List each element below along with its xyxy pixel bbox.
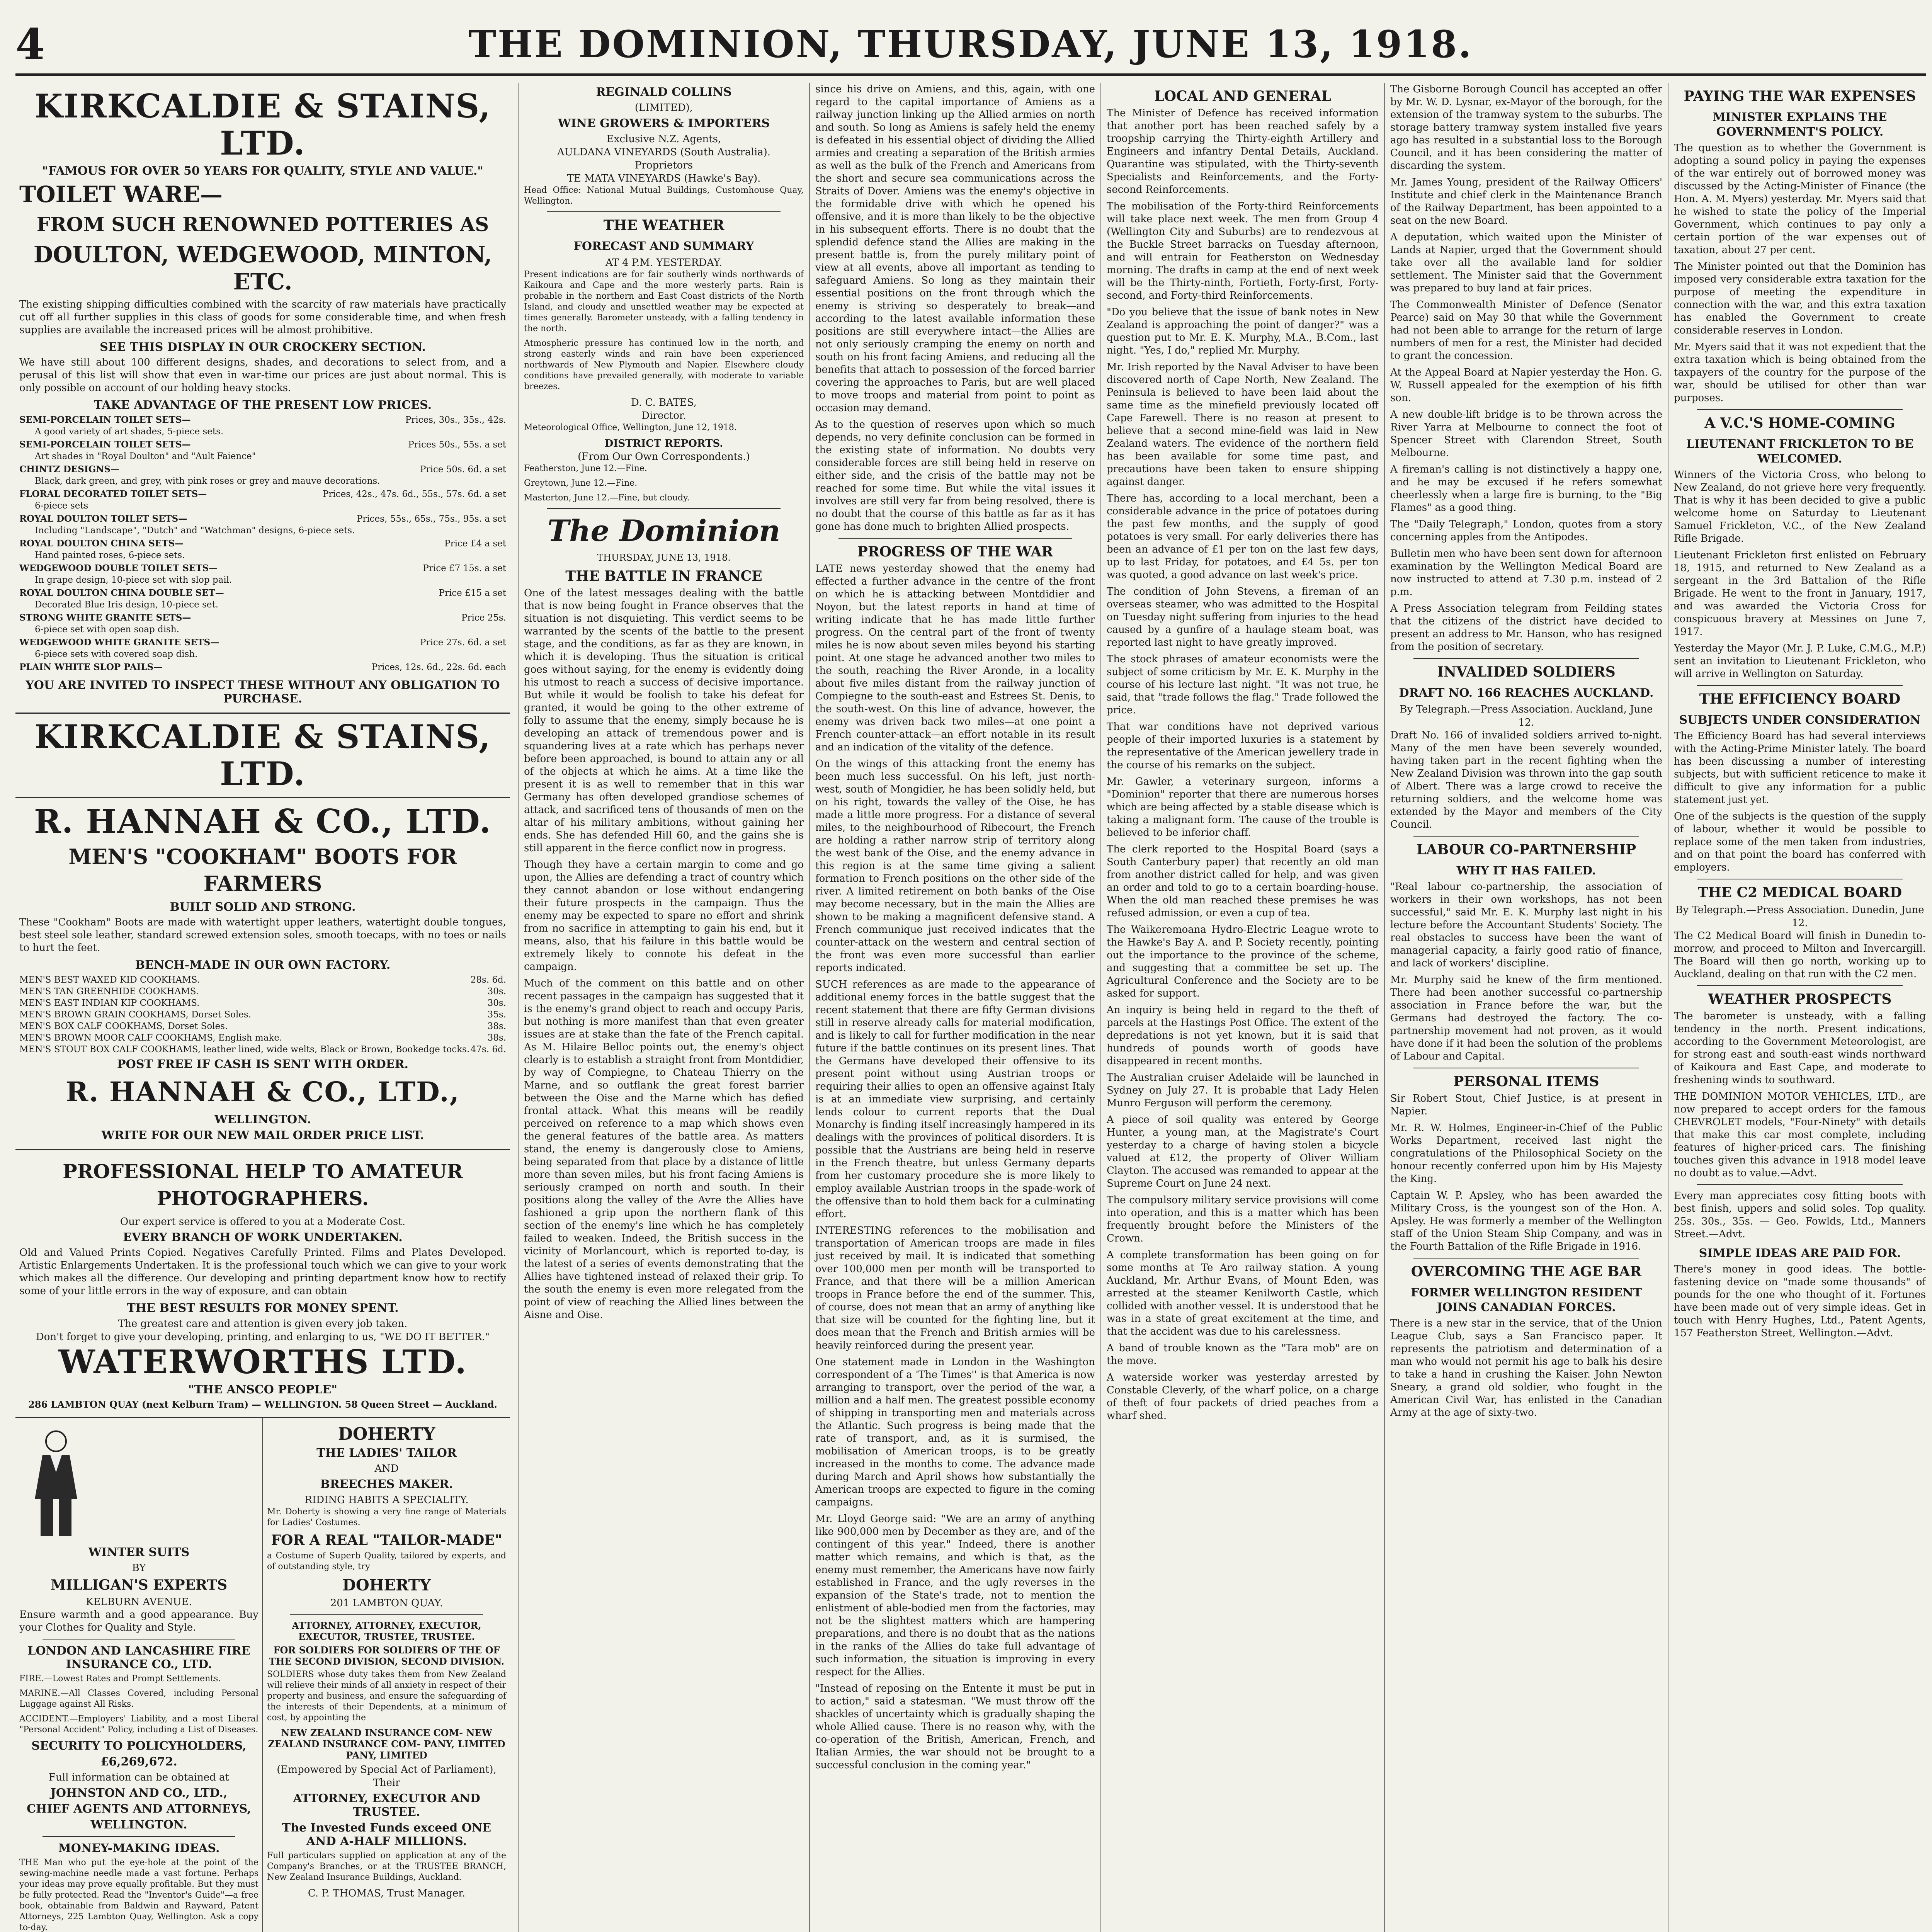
insurance-marine: MARINE.—All Classes Covered, including Personal Luggage against All Risks. (19, 1689, 259, 1709)
photo-sub: Our expert service is offered to you at a Moderate Cost. (120, 1216, 406, 1228)
boot-price: 35s. (487, 1010, 506, 1020)
price-list-item (19, 662, 506, 673)
progress-paragraph: "Instead of reposing on the Entente it must be put in to action," said a statesman. "We must throw off the shackles of uncertainty which is gradually shaping the whole Allied cause. There is no reason why, with the co-operation of the British, American, French, and Italian Armies, the war should not be brought to a successful conclusion in the coming year." (815, 1683, 1095, 1771)
collins-office: Head Office: National Mutual Buildings, Customhouse Quay, Wellington. (524, 185, 804, 206)
item-detail: Hand painted roses, 6-piece sets. (35, 550, 185, 560)
item-price: Price 25s. (461, 613, 506, 623)
local-news-item: A waterside worker was yesterday arrested by Constable Cleverly, of the wharf police, on a charge of theft of four packets of dried peaches from a wharf shed. (1107, 1372, 1379, 1422)
local-general-heading: LOCAL AND GENERAL (1154, 88, 1331, 104)
boot-price-row (19, 997, 506, 1009)
insurance-agents2: CHIEF AGENTS AND ATTORNEYS, (27, 1802, 251, 1816)
masthead (15, 15, 1926, 76)
district-report: Masterton, June 12.—Fine, but cloudy. (524, 493, 690, 503)
boot-price-row (19, 1032, 506, 1044)
item-detail: 6-piece set with open soap dish. (35, 624, 179, 634)
weather-prospects-text: The barometer is unsteady, with a falling tendency in the north. Present indications, according to the Government Meteorologist, are for strong east and south-east winds northward of Kaikoura and East Cape, and moderate to freshening winds to southward. (1674, 1010, 1926, 1086)
photo-results: THE BEST RESULTS FOR MONEY SPENT. (127, 1301, 399, 1315)
milligan-lead: WINTER SUITS (88, 1546, 190, 1559)
efficiency-sub: SUBJECTS UNDER CONSIDERATION (1679, 713, 1921, 727)
doherty-line3: BREECHES MAKER. (320, 1478, 453, 1491)
dominion-date: THURSDAY, JUNE 13, 1918. (597, 552, 731, 563)
nzi-full: Full particulars supplied on application at any of the Company's Branches, or at the TRUSTEE BRANCH, New Zealand Insurance Buildings, Auckland. (267, 1851, 506, 1882)
vc-heading: A V.C.'S HOME-COMING (1704, 415, 1895, 431)
insurance-info: Full information can be obtained at (49, 1772, 229, 1783)
price-list-item (19, 488, 506, 512)
vc-text: Lieutenant Frickleton first enlisted on February 18, 1915, and returned to New Zealand as a sergeant in the 3rd Battalion of the Rifle Brigade. He went to the front in January, 1917, and was awarded the Victoria Cross for conspicuous bravery at Messines on June 7, 1917. (1674, 549, 1926, 638)
weather-office: Meteorological Office, Wellington, June 12, 1918. (524, 423, 737, 432)
local-news-item: The stock phrases of amateur economists were the subject of some criticism by Mr. E. K. Murphy in the course of his lecture last night. "It was not true, he said, that "trade follows the flag." Trade followed the price. (1107, 653, 1379, 716)
local-news-item: Mr. Irish reported by the Naval Adviser to have been discovered north of Cape North, New Zealand. The Peninsula is believed to have been laid about the same time as the minefield previously located off Cape Farewell. There is no reason at present to believe that a second mine-field was laid in New Zealand waters. The evidence of the northern field has been available for some time past, and precautions have been taken to ensure shipping against danger. (1107, 361, 1379, 488)
collins-vineyards: AULDANA VINEYARDS (South Australia). (557, 146, 771, 158)
item-name: ROYAL DOULTON CHINA SETS— (19, 538, 184, 549)
divider (1697, 985, 1903, 986)
collins-name: REGINALD COLLINS (596, 85, 732, 99)
progress-paragraph: On the wings of this attacking front the enemy has been much less successful. On his left, just north-west, south of Mongidier, he has been solidly held, but on his right, towards the valley of the Oise, he has made a little more progress. For a distance of several miles, to the neighbourhood of Ribecourt, the French are holding a rather narrow strip of territory along the west bank of the Oise, and the enemy advance in this region is at the same time giving a salient formation to French positions on the other side of the river. A limited retirement on both banks of the Oise may become necessary, but in the main the Allies are shown to be making a magnificent defensive stand. A French communique just received indicates that the counter-attack on the western and central section of the front was even more successful than earlier reports indicated. (815, 758, 1095, 974)
item-price: Prices, 30s., 35s., 42s. (405, 415, 506, 425)
insurance-agents: JOHNSTON AND CO., LTD., (50, 1786, 228, 1800)
item-detail: A good variety of art shades, 5-piece sets. (35, 427, 224, 437)
item-name: ROYAL DOULTON CHINA DOUBLE SET— (19, 588, 224, 598)
invalided-sub: DRAFT NO. 166 REACHES AUCKLAND. (1399, 686, 1654, 700)
item-price: Price 50s. 6d. a set (420, 464, 506, 474)
kirkcaldie-footer (15, 714, 510, 798)
divider (1697, 685, 1903, 686)
leader-paragraph: Though they have a certain margin to come and go upon, the Allies are defending a tract of country which they cannot abandon or lose without endangering their future prospects in the campaign. Thus the enemy may be expected to spare no effort and shrink from no sacrifice in attempting to gain his end, but it means, also, that his failure in this battle would be extremely likely to connote his defeat in the campaign. (524, 859, 804, 973)
news-item: At the Appeal Board at Napier yesterday the Hon. G. W. Russell appealed for the exemption of his fifth son. (1390, 367, 1662, 404)
local-news-item: The compulsory military service provisions will come into operation, and this is a matter which has been frequently brought before the Ministers of the Crown. (1107, 1194, 1379, 1244)
personal-text: Mr. R. W. Holmes, Engineer-in-Chief of the Public Works Department, received last night the congratulations of the Philosophical Society on the honour recently conferred upon him by His Majesty the King. (1390, 1122, 1662, 1185)
photo-desc: Old and Valued Prints Copied. Negatives Carefully Printed. Films and Plates Developed. Artistic Enlargements Undertaken. It is the professional touch which we can give to your work which makes all the difference. Our developing and printing department know how to rectify some of your little errors in the way of exposure, and can obtain (19, 1247, 506, 1297)
divider (1413, 1258, 1639, 1259)
weather-prospects-heading: WEATHER PROSPECTS (1708, 991, 1892, 1007)
item-detail: Black, dark green, and grey, with pink roses or grey and mauve decorations. (35, 476, 380, 486)
doherty-for-a: FOR A REAL "TAILOR-MADE" (271, 1532, 502, 1548)
boot-name: MEN'S EAST INDIAN KIP COOKHAMS. (19, 998, 200, 1008)
expenses-heading: PAYING THE WAR EXPENSES (1684, 88, 1916, 104)
boot-name: MEN'S BEST WAXED KID COOKHAMS. (19, 975, 200, 985)
insurance-amount: £6,269,672. (100, 1755, 177, 1769)
doherty-name2: DOHERTY (342, 1576, 431, 1594)
item-detail: Art shades in "Royal Doulton" and "Ault Faience" (35, 451, 256, 461)
photo-every: EVERY BRANCH OF WORK UNDERTAKEN. (123, 1231, 403, 1244)
boots-advert: Every man appreciates cosy fitting boots with best finish, uppers and solid soles. Top quality. 25s. 30s., 35s. — Geo. Fowlds, Ltd., Manners Street.—Advt. (1674, 1190, 1926, 1240)
page-columns (15, 83, 1926, 1932)
local-news-item: "Do you believe that the issue of bank notes in New Zealand is approaching the point of danger?" was a question put to Mr. E. K. Murphy, M.A., B.Com., last night. "Yes, I do," replied Mr. Murphy. (1107, 306, 1379, 356)
item-price: Prices 50s., 55s. a set (408, 440, 506, 450)
item-name: SEMI-PORCELAIN TOILET SETS— (19, 415, 191, 425)
bottom-adverts (15, 1418, 510, 1932)
expenses-text: The question as to whether the Government is adopting a sound policy in paying the expenses of the war entirely out of borrowed money was discussed by the Acting-Minister of Finance (the Hon. A. M. Myers) yesterday. Mr. Myers said that he wished to state the policy of the Imperial Government, which continues to pay only a certain portion of the war expenses out of taxation, about 27 per cent. (1674, 142, 1926, 256)
nzi-invested: The Invested Funds exceed ONE AND A-HALF MILLIONS. (282, 1821, 492, 1848)
c2-board-heading: THE C2 MEDICAL BOARD (1697, 884, 1902, 901)
item-price: Prices, 12s. 6d., 22s. 6d. each (371, 662, 506, 672)
item-detail: Decorated Blue Iris design, 10-piece set. (35, 600, 219, 610)
waterworths-name: WATERWORTHS LTD. (58, 1343, 467, 1381)
progress-paragraph: INTERESTING references to the mobilisation and transportation of American troops are made in files just received by mail. It is indicated that something over 100,000 men per month will be transported to France, and that there will be a million American troops in France before the end of the summer. This, of course, does not mean that an army of anything like that size will be counted for the fighting line, but it does mean that the French and British armies will be heavily reinforced during the present year. (815, 1225, 1095, 1351)
local-news-item: An inquiry is being held in regard to the theft of parcels at the Hastings Post Office. The extent of the depredations is not yet known, but it is said that hundreds of pounds worth of goods have disappeared in recent months. (1107, 1004, 1379, 1067)
leader-paragraph: One of the latest messages dealing with the battle that is now being fought in France observes that the situation is not disquieting. This verdict seems to be warranted by the scents of the battle to the present stage, and the conditions, as far as they are known, in which it is developing. Thus the situation is critical goes without saying, for the enemy is evidently doing his utmost to reach a success of decisive importance. But while it would be foolish to take his defeat for granted, it would be going to the other extreme of folly to assume that the enemy, simply because he is developing an attack of tremendous power and is squandering lives at a rate which has perhaps never before been approached, is bound to attain any or all of the objects at which he aims. At a time like the present it is as well to remember that in this war Germany has often developed grandiose schemes of attack, and sacrificed tens of thousands of men on the altar of his military ambitions, without gaining her ends. She has defended Hill 60, and the gains she is still apparent in the fierce conflict now in progress. (524, 587, 804, 854)
hannah-footer-city: WELLINGTON. (214, 1113, 311, 1126)
item-name: STRONG WHITE GRANITE SETS— (19, 612, 191, 623)
simple-ideas-text: There's money in good ideas. The bottle-fastening device on "made some thousands" of pounds for the one who thought of it. Fortunes have been made out of very simple ideas. Get in touch with Henry Hughes, Ltd., Patent Agents, 157 Featherston Street, Wellington.—Advt. (1674, 1264, 1926, 1339)
local-news-item: A piece of soil quality was entered by George Hunter, a young man, at the Magistrate's Court yesterday to a charge of having stolen a bicycle valued at £12, the property of Oliver William Clayton. The accused was remanded to appear at the Supreme Court on June 24 next. (1107, 1114, 1379, 1189)
progress-paragraph: SUCH references as are made to the appearance of additional enemy forces in the battle suggest that the recent statement that there are fifty German divisions still in reserve already calls for material modification, and is likely to call for further modification in the near future if the battle continues on its present lines. That the Germans have developed their offensive to its present point without using Austrian troops or requiring their allies to open an offensive against Italy is at an immediate view surprising, and certainly lends colour to current reports that the Dual Monarchy is finding itself increasingly hampered in its dealings with the provinces of political disorders. It is possible that the Austrians are being held in reserve in the French theatre, but unless Germany departs from her customary procedure she is more likely to employ available Austrian troops in the spade-work of the offensive than to hold them back for a culminating effort. (815, 979, 1095, 1220)
news-item: The Gisborne Borough Council has accepted an offer by Mr. W. D. Lysnar, ex-Mayor of the borough, for the extension of the tramway system to the suburbs. The storage battery tramway system installed five years ago has resulted in a substantial loss to the Borough Council, and it has been considering the matter of discarding the system. (1390, 83, 1662, 172)
district-correspondents: (From Our Own Correspondents.) (578, 451, 750, 463)
boot-price: 30s. (487, 998, 506, 1008)
personal-heading: PERSONAL ITEMS (1453, 1073, 1599, 1090)
weather-forecast: Present indications are for fair southerly winds northwards of Kaikoura and Cape and the more westerly parts. Rain is probable in the northern and East Coast districts of the North Island, and cloudy and unsettled weather may be expected at times generally. Barometer unsteady, with a falling tendency in the north. (524, 270, 804, 333)
boot-price: 38s. (487, 1033, 506, 1043)
district-report: Greytown, June 12.—Fine. (524, 478, 638, 488)
weather-heading: THE WEATHER (603, 217, 724, 233)
nzi-roles: ATTORNEY, ATTORNEY, EXECUTOR, EXECUTOR, TRUSTEE, TRUSTEE. (292, 1620, 481, 1642)
vc-text: Winners of the Victoria Cross, who belong to New Zealand, do not grieve here very frequently. That is why it has been decided to give a public welcome home on Saturday to Lieutenant Samuel Frickleton, V.C., of the New Zealand Rifle Brigade. (1674, 469, 1926, 544)
nzi-text: SOLDIERS whose duty takes them from New Zealand will relieve their minds of all anxiety in respect of their property and business, and ensure the safeguarding of the interests of their Dependents, at a minimum of cost, by appointing the (267, 1670, 506, 1723)
weather-time: AT 4 P.M. YESTERDAY. (605, 257, 722, 269)
price-list-item (19, 414, 506, 437)
milligan-desc: Ensure warmth and a good appearance. Buy your Clothes for Quality and Style. (19, 1609, 259, 1633)
boot-name: MEN'S TAN GREENHIDE COOKHAMS. (19, 986, 199, 997)
efficiency-text: One of the subjects is the question of the supply of labour, whether it would be possible to replace some of the men taken from industries, and on that point the board has conferred with employers. (1674, 811, 1926, 873)
local-news-item: That war conditions have not deprived various people of their imported luxuries is a statement by the representative of the American jewellery trade in the course of his remarks on the subject. (1107, 721, 1379, 771)
expenses-text: Mr. Myers said that it was not expedient that the extra taxation which is being obtained from the taxpayers of the country for the purpose of the war, should be utilised for other than war purposes. (1674, 341, 1926, 404)
divider (43, 1836, 235, 1837)
divider (290, 1614, 483, 1615)
local-news-item: There has, according to a local merchant, been a considerable advance in the price of potatoes during the past few months, and the supply of good potatoes is very small. For early deliveries there has been an advance of £1 per ton on the last few days, up to last Friday, for potatoes, and £4 5s. per ton was quoted, a good advance on last week's price. (1107, 493, 1379, 581)
milligan-address: KELBURN AVENUE. (86, 1596, 192, 1608)
item-name: PLAIN WHITE SLOP PAILS— (19, 662, 163, 672)
waterworths-address: 286 LAMBTON QUAY (next Kelburn Tram) — WELLINGTON. 58 Queen Street — Auckland. (28, 1399, 497, 1410)
item-price: Prices, 42s., 47s. 6d., 55s., 57s. 6d. a set (322, 489, 506, 499)
potteries-heading: FROM SUCH RENOWNED POTTERIES AS (36, 213, 489, 236)
boot-price-row (19, 974, 506, 986)
insurance-name: LONDON AND LANCASHIRE FIRE INSURANCE CO., LTD. (27, 1644, 250, 1671)
collins-line: WINE GROWERS & IMPORTERS (558, 117, 770, 130)
item-detail: Including "Landscape", "Dutch" and "Watchman" designs, 6-piece sets. (35, 526, 355, 536)
divider (547, 508, 781, 509)
price-list-item (19, 612, 506, 635)
insurance-city: WELLINGTON. (90, 1818, 187, 1832)
price-list-item (19, 439, 506, 462)
hannah-footer-write: WRITE FOR OUR NEW MAIL ORDER PRICE LIST. (101, 1129, 424, 1142)
efficiency-text: The Efficiency Board has had several interviews with the Acting-Prime Minister lately. The board has been discussing a number of interesting subjects, but with sufficient reticence to make it difficult to give any information for a public statement just yet. (1674, 730, 1926, 806)
news-item: A fireman's calling is not distinctively a happy one, and he may be excused if he refers somewhat cheerlessly when a large fire is burning, to the "Big Flames" as a good thing. (1390, 464, 1662, 514)
doherty-line4: RIDING HABITS A SPECIALITY. (304, 1494, 469, 1506)
item-name: FLORAL DECORATED TOILET SETS— (19, 489, 207, 499)
divider (1413, 658, 1639, 659)
labour-text: Mr. Murphy said he knew of the firm mentioned. There had been another successful co-partnership association in France before the war, but the Germans had destroyed the factory. The co-partnership movement had not proven, as it would have done if it had been the solution of the problems of Labour and Capital. (1390, 974, 1662, 1062)
battle-heading: THE BATTLE IN FRANCE (565, 568, 762, 584)
nzi-their: Their (373, 1777, 400, 1789)
item-name: SEMI-PORCELAIN TOILET SETS— (19, 439, 191, 450)
motor-advert: THE DOMINION MOTOR VEHICLES, LTD., are now prepared to accept orders for the famous CHEVROLET models, "Four-Ninety" with details that make this car most complete, including features of higher-priced cars. The finishing touches given this advance in 1918 model leave no doubt as to value.—Advt. (1674, 1091, 1926, 1179)
doherty-line1: THE LADIES' TAILOR (316, 1446, 457, 1460)
weather-pressure: Atmospheric pressure has continued low in the north, and strong easterly winds and rain have been experienced northwards of New Plymouth and Napier. Elsewhere cloudy conditions have prevailed generally, with moderate to variable breezes. (524, 338, 804, 391)
boot-price-row (19, 1009, 506, 1020)
expenses-sub: MINISTER EXPLAINS THE GOVERNMENT'S POLICY. (1713, 111, 1887, 139)
local-news-item: Mr. Gawler, a veterinary surgeon, informs a "Dominion" reporter that there are numerous horses which are being affected by a stable disease which is taking a malignant form. The cause of the trouble is believed to be inferior chaff. (1107, 776, 1379, 838)
insurance-accident: ACCIDENT.—Employers' Liability, and a most Liberal "Personal Accident" Policy, including a List of Diseases. (19, 1714, 259, 1735)
photo-advert (15, 1150, 510, 1418)
newspaper-title: THE DOMINION, THURSDAY, JUNE 13, 1918. (468, 22, 1473, 66)
kirkcaldie-intro: The existing shipping difficulties combined with the scarcity of raw materials have practically cut off all further supplies in this class of goods for some considerable time, and when fresh supplies are available the increased prices will be almost prohibitive. (19, 299, 506, 336)
boot-price: 28s. 6d. (470, 975, 506, 985)
hannah-advert (15, 798, 510, 1150)
kirkcaldie-advantage: TAKE ADVANTAGE OF THE PRESENT LOW PRICES. (94, 398, 432, 412)
district-report: Featherston, June 12.—Fine. (524, 464, 647, 473)
dominion-nameplate: The Dominion (547, 514, 781, 548)
item-price: Price 27s. 6d. a set (420, 638, 506, 648)
item-name: WEDGEWOOD DOUBLE TOILET SETS— (19, 563, 218, 573)
hannah-desc: These "Cookham" Boots are made with watertight upper leathers, watertight double tongues, best steel sole leather, standard screwed extension soles, smooth toecaps, with no toes or nails to hurt the feet. (19, 917, 506, 954)
doherty-addr: 201 LAMBTON QUAY. (330, 1597, 443, 1609)
progress-heading: PROGRESS OF THE WAR (857, 544, 1053, 560)
item-price: Prices, 55s., 65s., 75s., 95s. a set (356, 514, 506, 524)
kirkcaldie-tagline: "FAMOUS FOR OVER 50 YEARS FOR QUALITY, STYLE AND VALUE." (42, 164, 483, 178)
kirkcaldie-name: KIRKCALDIE & STAINS, LTD. (34, 87, 491, 162)
c2-board-text: The C2 Medical Board will finish in Dunedin to-morrow, and proceed to Milton and Invercargill. The Board will then go north, working up to Auckland, dealing on that run with the C2 men. (1674, 930, 1926, 980)
column-2 (518, 83, 804, 1932)
leader-paragraph: since his drive on Amiens, and this, again, with one regard to the capital importance of Amiens as a railway junction linking up the Allied armies on north and south. So long as Amiens is safely held the enemy is defeated in his essential object of dividing the Allied armies and creating a separation of the British armies as well as the bulk of the French and Americans from the short and secure sea communications across the Straits of Dover. Amiens was the enemy's objective in the formidable drive with which he opened his offensive, and it is more than likely to be the objective in his subsequent efforts. There is no doubt that the splendid defence stand the Allies are making in the present battle is, from the purely military point of view at all events, above all important as tending to safeguard Amiens. So long as they maintain their essential positions on the front through which the enemy is striving so desperately to break—and according to the latest available information these positions are still everywhere intact—the Allies are not only seriously cramping the enemy on north and south on his front facing Amiens, and reducing all the benefits that attach to possession of the forced barrier covering the approaches to Paris, but are well placed to move troops and material from point to point as occasion may demand. (815, 83, 1095, 414)
boot-price-row (19, 986, 506, 997)
vc-sub: LIEUTENANT FRICKLETON TO BE WELCOMED. (1686, 437, 1913, 466)
local-news-item: The Waikeremoana Hydro-Electric League wrote to the Hawke's Bay A. and P. Society recently, pointing out the importance to the province of the scheme, and suggesting that a committee be set up. The Agricultural Conference and the Society are to be asked for support. (1107, 924, 1379, 999)
hannah-name: R. HANNAH & CO., LTD. (34, 802, 492, 840)
boot-name: MEN'S BOX CALF COOKHAMS, Dorset Soles. (19, 1021, 228, 1031)
price-list-item (19, 464, 506, 487)
local-news-item: The Minister of Defence has received information that another port has been reached safely by a troopship carrying the Thirty-eighth Artillery and Engineers and infantry Dental Details, Auckland. Quarantine was stipulated, with the Thirty-seventh Specialists and Reinforcements, and the Forty-second Reinforcements. (1107, 107, 1379, 196)
item-detail: 6-piece sets (35, 501, 88, 511)
boot-price-row (19, 1044, 506, 1055)
column-5 (1384, 83, 1662, 1932)
nzi-role2: ATTORNEY, EXECUTOR AND TRUSTEE. (293, 1792, 480, 1819)
boot-price-row (19, 1020, 506, 1032)
item-price: Price £15 a set (439, 588, 506, 598)
hannah-post-free: POST FREE IF CASH IS SENT WITH ORDER. (117, 1058, 408, 1071)
local-news-item: A band of trouble known as the "Tara mob" are on the move. (1107, 1342, 1379, 1367)
insurance-fire: FIRE.—Lowest Rates and Prompt Settlements. (19, 1674, 221, 1684)
milligan-name: MILLIGAN'S EXPERTS (50, 1577, 228, 1593)
news-item: Bulletin men who have been sent down for afternoon examination by the Wellington Medical Board are now instructed to attend at 7.30 p.m. instead of 2 p.m. (1390, 548, 1662, 598)
divider (1413, 836, 1639, 837)
news-item: A Press Association telegram from Feilding states that the citizens of the district have decided to present an address to Mr. Hanson, who has resigned from the position of secretary. (1390, 603, 1662, 653)
nzi-manager: C. P. THOMAS, Trust Manager. (308, 1888, 466, 1899)
column-6 (1668, 83, 1926, 1932)
local-news-item: The clerk reported to the Hospital Board (says a South Canterbury paper) that recently an old man from another district called for help, and was given an order and told to go to a certain boarding-house. When the old man reached these premises he was refused admission, or even a cup of tea. (1107, 844, 1379, 919)
weather-sub: FORECAST AND SUMMARY (573, 240, 754, 253)
news-item: The "Daily Telegraph," London, quotes from a story concerning apples from the Antipodes. (1390, 519, 1662, 543)
invalided-heading: INVALIDED SOLDIERS (1437, 664, 1616, 680)
invalided-text: Draft No. 166 of invalided soldiers arrived to-night. Many of the men have been severely wounded, having taken part in the recent fighting when the New Zealand Division was thrown into the gap south of Albert. There was a large crowd to receive the returning soldiers, and the welcome home was extended by the Mayor and members of the City Council. (1390, 730, 1662, 830)
expenses-text: The Minister pointed out that the Dominion has imposed very considerable extra taxation for the purpose of meeting the expenditure in connection with the war, and this extra taxation has enabled the Government to create considerable reserves in London. (1674, 261, 1926, 336)
labour-sub: WHY IT HAS FAILED. (1456, 864, 1596, 878)
news-item: The Commonwealth Minister of Defence (Senator Pearce) said on May 30 that while the Government had not been able to arrange for the return of large numbers of men for a rest, the Minister had decided to grant the concession. (1390, 299, 1662, 362)
kirkcaldie-see-line: SEE THIS DISPLAY IN OUR CROCKERY SECTION. (100, 340, 426, 354)
toilet-ware-heading: TOILET WARE— (19, 181, 223, 207)
personal-text: Captain W. P. Apsley, who has been awarded the Military Cross, is the youngest son of the Hon. A. Apsley. He was formerly a member of the Wellington staff of the Union Steam Ship Company, and was in the Fourth Battalion of the Rifle Brigade in 1916. (1390, 1190, 1662, 1252)
photo-headline: PROFESSIONAL HELP TO AMATEUR PHOTOGRAPHERS. (63, 1160, 463, 1210)
ideas-text: THE Man who put the eye-hole at the point of the sewing-machine needle made a vast fortune. Perhaps your ideas may prove equally profitable. But they must be fully protected. Read the "Inventor's Guide"—a free book, obtainable from Baldwin and Rayward, Patent Attorneys, 225 Lambton Quay, Wellington. Ask a copy to-day. (19, 1858, 259, 1932)
divider (838, 538, 1072, 539)
milligan-by: BY (132, 1562, 146, 1574)
news-item: Mr. James Young, president of the Railway Officers' Institute and chief clerk in the Maintenance Branch of the Railway Department, has been appointed to a seat on the new Board. (1390, 177, 1662, 226)
age-bar-heading: OVERCOMING THE AGE BAR (1411, 1264, 1642, 1280)
price-list-item (19, 563, 506, 586)
hannah-price-list (19, 974, 506, 1055)
progress-paragraph: Mr. Lloyd George said: "We are an army of anything like 900,000 men by December as they are, and of the contingent of this year." Indeed, there is another matter which remains, and which is that, as the enemy must remember, the Americans have now fairly established in France, and the ugly reverses in the expansion of the State's trade, not to mention the enlistment of able-bodied men from the factories, may not be the slightest matters which are hampering preparations, and there is no doubt that as the nations in the ranks of the Allies do take full advantage of such information, the situation is improving in every respect for the Allies. (815, 1513, 1095, 1678)
progress-paragraph: One statement made in London in the Washington correspondent of a 'The Times'' is that America is now arranging to transport, over the period of the war, a million and a half men. The greatest possible economy of shipping in transporting men and materials across the Atlantic. Such progress is being made that the rate of transport, and, as it is surmised, the mobilisation of American troops, is to be greatly increased in the months to come. The advance made during March and April shows how substantially the American troops are expected to figure in the coming campaigns. (815, 1356, 1095, 1508)
progress-paragraph: LATE news yesterday showed that the enemy had effected a further advance in the centre of the front on which he is attacking between Montdidier and Noyon, but the latest reports in hand at time of writing indicate that he has made little further progress. On the central part of the front of twenty miles he is now about seven miles beyond his starting point. At one stage he advanced another two miles to the south, reaching the River Aronde, in a locality about five miles distant from the railway junction of Compiegne to the south-east and Estrees St. Denis, to the south-west. On this line of advance, however, the enemy was driven back two miles—at one point a French counter-attack—an effort notable in its result and an indication of the vitality of the defence. (815, 563, 1095, 753)
hannah-range: BENCH-MADE IN OUR OWN FACTORY. (135, 958, 391, 972)
local-news-item: The condition of John Stevens, a fireman of an overseas steamer, who was admitted to the Hospital on Tuesday night suffering from injuries to the head caused by a gunfire of a haulage steam boat, was reported last night to have greatly improved. (1107, 586, 1379, 648)
divider (1697, 1184, 1903, 1185)
insurance-security: SECURITY TO POLICYHOLDERS, (31, 1739, 247, 1753)
hannah-sub: BUILT SOLID AND STRONG. (170, 900, 356, 914)
c2-board-byline: By Telegraph.—Press Association. Dunedin, June 12. (1675, 904, 1924, 929)
item-detail: In grape design, 10-piece set with slop pail. (35, 575, 232, 585)
labour-heading: LABOUR CO-PARTNERSHIP (1416, 842, 1636, 858)
hannah-headline: MEN'S "COOKHAM" BOOTS FOR FARMERS (68, 844, 457, 896)
collins-ltd: (LIMITED), (634, 102, 693, 114)
district-reports: DISTRICT REPORTS. (604, 438, 723, 449)
boot-name: MEN'S BROWN GRAIN COOKHAMS, Dorset Soles. (19, 1010, 252, 1020)
brands-heading: DOULTON, WEDGEWOOD, MINTON, ETC. (33, 242, 492, 295)
collins-te-mata: TE MATA VINEYARDS (Hawke's Bay). (567, 173, 761, 184)
collins-proprietors: Proprietors (634, 160, 693, 171)
vc-text: Yesterday the Mayor (Mr. J. P. Luke, C.M.G., M.P.) sent an invitation to Lieutenant Frickleton, who will arrive in Wellington on Saturday. (1674, 643, 1926, 680)
news-items (1390, 83, 1662, 653)
nzi-side: FOR SOLDIERS FOR SOLDIERS OF THE OF THE SECOND DIVISION, SECOND DIVISION. (269, 1645, 505, 1667)
personal-text: Sir Robert Stout, Chief Justice, is at present in Napier. (1390, 1093, 1662, 1117)
photo-care: The greatest care and attention is given every job taken. (118, 1318, 408, 1330)
doherty-name: DOHERTY (338, 1424, 435, 1444)
boot-price: 47s. 6d. (470, 1044, 506, 1054)
weather-role: Director. (641, 410, 686, 422)
man-in-suit-illustration (19, 1426, 93, 1538)
ideas-heading: MONEY-MAKING IDEAS. (58, 1842, 220, 1855)
kirkcaldie-footer-name: KIRKCALDIE & STAINS, LTD. (34, 718, 491, 793)
hannah-footer-name: R. HANNAH & CO., LTD., (66, 1076, 460, 1108)
price-list-item (19, 587, 506, 611)
column-4 (1100, 83, 1379, 1932)
price-list-item (19, 538, 506, 561)
doherty-costume: a Costume of Superb Quality, tailored by experts, and of outstanding style, try (267, 1551, 506, 1571)
nzi-name: NEW ZEALAND INSURANCE COM- NEW ZEALAND INSURANCE COM- PANY, LIMITED PANY, LIMITED (268, 1727, 505, 1761)
divider (547, 211, 781, 212)
photo-dont: Don't forget to give your developing, printing, and enlarging to us, "WE DO IT BETTER." (36, 1331, 490, 1343)
kirkcaldie-price-list (19, 414, 506, 673)
doherty-text: Mr. Doherty is showing a very fine range of Materials for Ladies' Costumes. (267, 1507, 506, 1527)
bottom-left-adverts (15, 1418, 262, 1932)
news-item: A new double-lift bridge is to be thrown across the River Yarra at Melbourne to connect the foot of Spencer Street with Clarendon Street, South Melbourne. (1390, 409, 1662, 459)
collins-agents: Exclusive N.Z. Agents, (606, 133, 721, 145)
boot-price: 38s. (487, 1021, 506, 1031)
kirkcaldie-advert (15, 83, 510, 714)
age-bar-sub: FORMER WELLINGTON RESIDENT JOINS CANADIAN FORCES. (1410, 1286, 1642, 1314)
nzi-emp: (Empowered by Special Act of Parliament), (277, 1764, 497, 1776)
page-number: 4 (15, 19, 45, 69)
age-bar-text: There is a new star in the service, that of the Union League Club, says a San Francisco paper. It represents the patriotism and determination of a man who would not permit his age to balk his desire to take a hand in crushing the Kaiser. John Newton Sneary, a grand old soldier, who fought in the American Civil War, has enlisted in the Canadian Army at the age of sixty-two. (1390, 1318, 1662, 1418)
item-name: ROYAL DOULTON TOILET SETS— (19, 514, 187, 524)
column-3 (809, 83, 1095, 1932)
advert-column (15, 83, 510, 1932)
item-price: Price £4 a set (444, 539, 506, 549)
divider (1697, 409, 1903, 410)
news-item: A deputation, which waited upon the Minister of Lands at Napier, urged that the Government should take over all the available land for soldier settlement. The Minister said that the Government was prepared to buy land at fair prices. (1390, 231, 1662, 294)
efficiency-heading: THE EFFICIENCY BOARD (1699, 691, 1901, 707)
simple-ideas-heading: SIMPLE IDEAS ARE PAID FOR. (1699, 1247, 1901, 1260)
price-list-item (19, 513, 506, 536)
item-price: Price £7 15s. a set (423, 563, 506, 573)
price-list-item (19, 637, 506, 660)
boot-price: 30s. (487, 986, 506, 997)
boot-name: MEN'S STOUT BOX CALF COOKHAMS, leather lined, wide welts, Black or Brown, Bookedge tocks. (19, 1044, 470, 1054)
invalided-byline: By Telegraph.—Press Association. Auckland, June 12. (1400, 704, 1653, 728)
weather-signed: D. C. BATES, (631, 397, 697, 408)
leader-paragraph: As to the question of reserves upon which so much depends, no very definite conclusion can be formed in the existing state of information. No doubts very considerable forces are still being held in reserve on either side, and the crisis of the battle may not be reached for some time. But while the vital issues it involves are still very far from being resolved, there is no doubt that the course of this battle as far as it has gone has done much to brighten Allied prospects. (815, 419, 1095, 532)
labour-text: "Real labour co-partnership, the association of workers in their own workshops, has not been successful," said Mr. E. K. Murphy last night in his lecture before the Accountant Students' Society. The real obstacles to success have been the want of managerial capacity, a fairly good ratio of finance, and lack of workers' discipline. (1390, 881, 1662, 969)
local-news-item: A complete transformation has been going on for some months at Te Aro railway station. A young Auckland, Mr. Arthur Evans, of Mount Eden, was arrested at the steamer Kenilworth Castle, which collided with another vessel. It is understood that he was in a state of great excitement at the time, and that the accident was due to his carelessness. (1107, 1249, 1379, 1337)
kirkcaldie-invite: YOU ARE INVITED TO INSPECT THESE WITHOUT ANY OBLIGATION TO PURCHASE. (26, 679, 500, 706)
item-detail: 6-piece sets with covered soap dish. (35, 649, 198, 659)
boot-name: MEN'S BROWN MOOR CALF COOKHAMS, English make. (19, 1033, 282, 1043)
item-name: WEDGEWOOD WHITE GRANITE SETS— (19, 637, 219, 648)
leader-paragraph: Much of the comment on this battle and on other recent passages in the campaign has suggested that it is the enemy's grand object to reach and occupy Paris, but nothing is more manifest than that even greater issues are at stake than the fate of the French capital. As M. Hilaire Belloc points out, the enemy's object clearly is to establish a straight front from Montdidier, by way of Compiegne, to Chateau Thierry on the Marne, and so outflank the great forest barrier between the Oise and the Marne which has defied frontal attack. What this means will be readily perceived on reference to a map which shows even the general features of the battle area. As matters stand, the enemy is dangerously close to Amiens, being separated from that place by a distance of little more than seven miles, but his front facing Amiens is seriously cramped on north and south. In their positions along the valley of the Avre the Allies have fashioned a grip upon the northern flank of this section of the enemy's line which he has completely failed to weaken. Indeed, the British success in the vicinity of Morlancourt, which is reported to-day, is the latest of a series of events demonstrating that the Allies have tightened instead of relaxed their grip. To the south the enemy is even more relegated from the point of view of reaching the Allied lines between the Aisne and Oise. (524, 978, 804, 1321)
local-news-item: The mobilisation of the Forty-third Reinforcements will take place next week. The men from Group 4 (Wellington City and Suburbs) are to rendezvous at the Buckle Street barracks on Tuesday afternoon, and will entrain for Featherston on Wednesday morning. The drafts in camp at the end of next week will be the Thirty-ninth, Fortieth, Forty-first, Forty-second, and Forty-third Reinforcements. (1107, 201, 1379, 301)
local-general-items (1107, 107, 1379, 1422)
item-name: CHINTZ DESIGNS— (19, 464, 119, 474)
doherty-line2: AND (374, 1463, 399, 1475)
bottom-right-adverts (262, 1418, 510, 1932)
local-news-item: The Australian cruiser Adelaide will be launched in Sydney on July 27. It is probable that Lady Helen Munro Ferguson will perform the ceremony. (1107, 1072, 1379, 1109)
waterworths-tagline: "THE ANSCO PEOPLE" (188, 1383, 338, 1396)
kirkcaldie-stock-note: We have still about 100 different designs, shades, and decorations to select from, and a perusal of this list will show that even in war-time our prices are just about normal. This is only possible on account of our holding heavy stocks. (19, 357, 506, 394)
